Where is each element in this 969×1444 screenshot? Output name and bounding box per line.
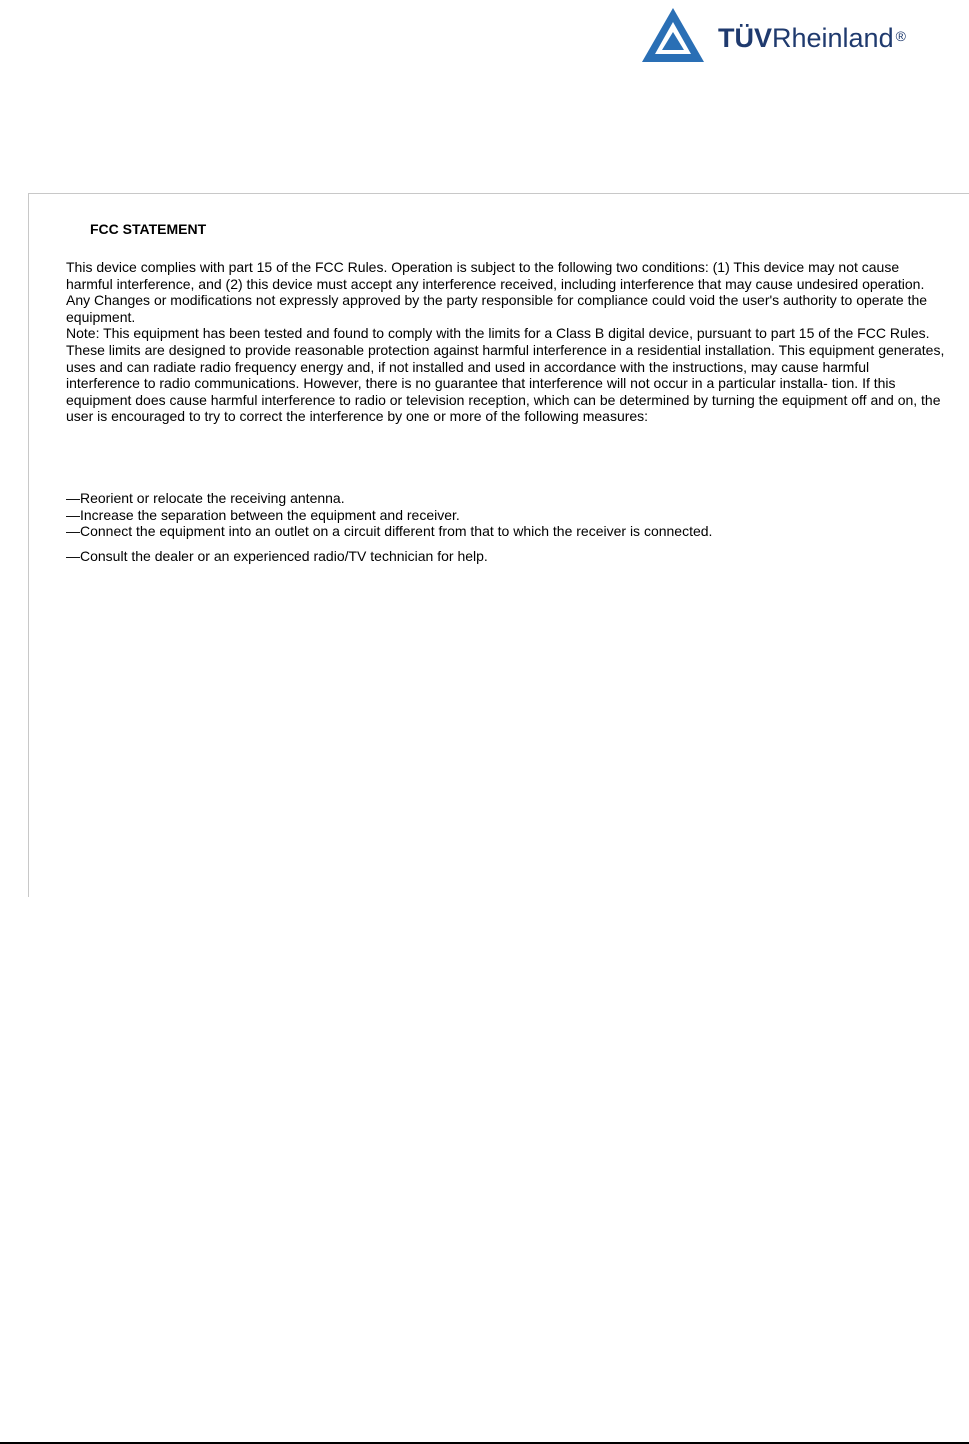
compliance-paragraph: This device complies with part 15 of the FCC Rules. Operation is subject to the following two conditions: (1) This device may not cause harmful interference, and (2) this device must accept any interference received, including interference that may cause undesired operation. (66, 259, 925, 292)
measures-list (66, 490, 946, 564)
measure-item: —Reorient or relocate the receiving antenna. (66, 490, 345, 506)
statement-body (66, 259, 946, 425)
modifications-paragraph: Any Changes or modifications not expressly approved by the party responsible for compliance could void the user's authority to operate the equipment. (66, 292, 928, 325)
tuv-rheinland-logo (640, 6, 950, 66)
measure-item: —Connect the equipment into an outlet on a circuit different from that to which the receiver is connected. (66, 523, 713, 540)
logo-brand-bold: TÜV (718, 23, 772, 53)
logo-brand-regular: Rheinland (772, 23, 894, 53)
tuv-triangle-icon (640, 6, 706, 64)
note-paragraph: Note: This equipment has been tested and found to comply with the limits for a Class B digital device, pursuant to part 15 of the FCC Rules. These limits are designed to provide reasonable protection against harmful interference in a residential installation. This equipment generates, uses and can radiate radio frequency energy and, if not installed and used in accordance with the instructions, may cause harmful interference to radio communications. However, there is no guarantee that interference will not occur in a particular installa- tion. If this equipment does cause harmful interference to radio or television reception, which can be determined by turning the equipment off and on, the user is encouraged to try to correct the interference by one or more of the following measures: (66, 325, 945, 425)
registered-mark: ® (895, 28, 906, 44)
measure-item: —Consult the dealer or an experienced radio/TV technician for help. (66, 547, 488, 564)
page-title: FCC STATEMENT (90, 221, 207, 237)
measure-item: —Increase the separation between the equipment and receiver. (66, 506, 460, 523)
logo-wordmark (718, 22, 906, 54)
